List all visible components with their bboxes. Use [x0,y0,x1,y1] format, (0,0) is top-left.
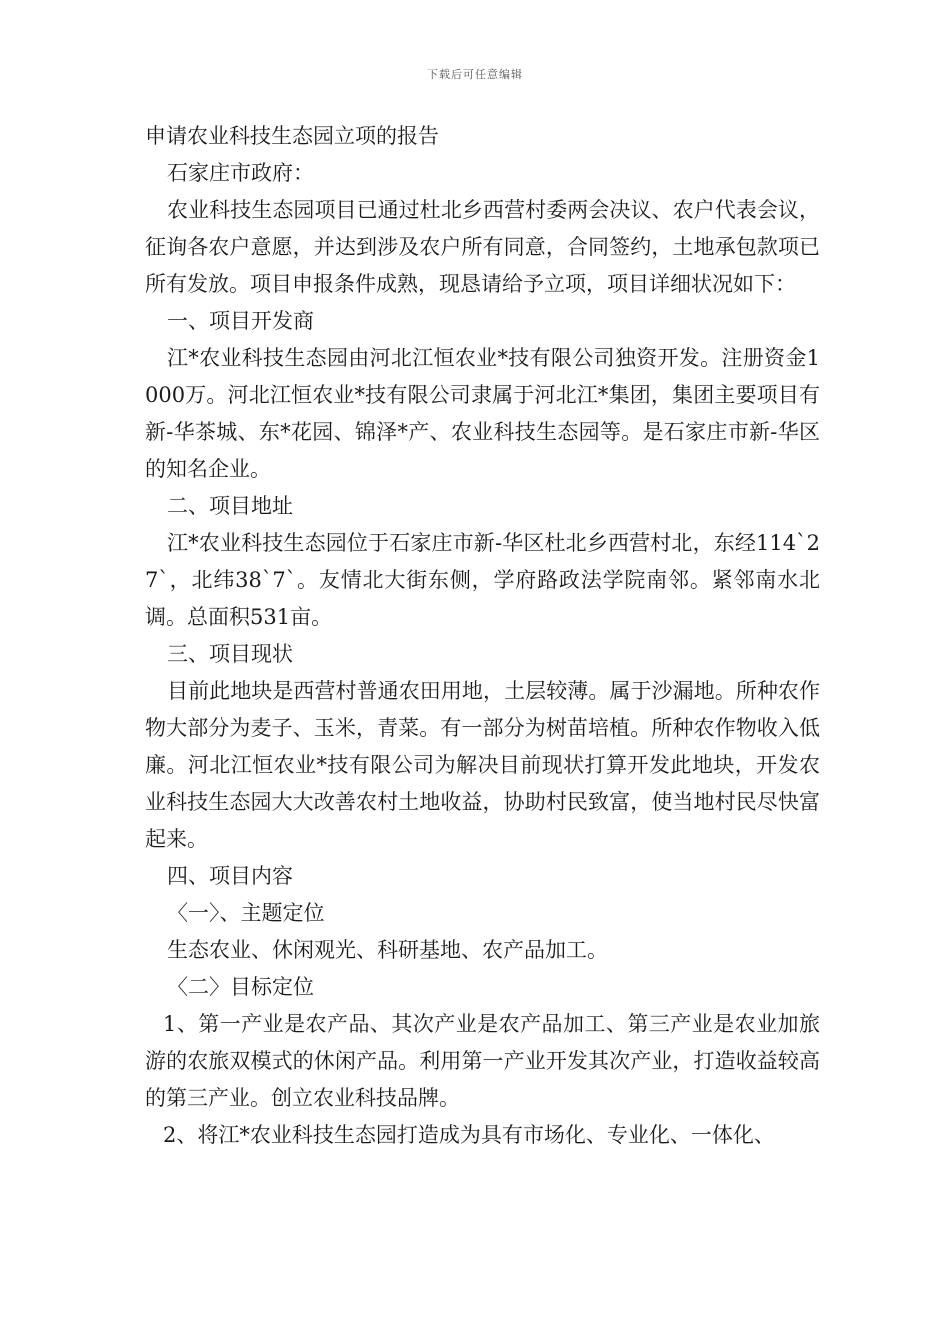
paragraph-address: 江*农业科技生态园位于石家庄市新-华区杜北乡西营村北，东经114`27`，北纬38`7`。友情北大街东侧，学府路政法学院南邻。紧邻南水北调。总面积531亩。 [145,531,820,629]
paragraph-target-2: 2、将江*农业科技生态园打造成为具有市场化、专业化、一体化、 [163,1123,775,1147]
subheading-theme: 〈一〉、主题定位 [167,901,325,925]
document-title: 申请农业科技生态园立项的报告 [145,124,439,148]
document-body [145,118,820,1154]
paragraph-status: 目前此地块是西营村普通农田用地，土层较薄。属于沙漏地。所种农作物大部分为麦子、玉米，青菜。有一部分为树苗培植。所种农作物收入低廉。河北江恒农业*技有限公司为解决目前现状打算开发此地块，开发农业科技生态园大大改善农村土地收益，协助村民致富，使当地村民尽快富起来。 [145,679,820,851]
paragraph-theme: 生态农业、休闲观光、科研基地、农产品加工。 [167,938,608,962]
section-heading-status: 三、项目现状 [167,642,293,666]
salutation: 石家庄市政府： [167,161,314,185]
paragraph-intro: 农业科技生态园项目已通过杜北乡西营村委两会决议、农户代表会议，征询各农户意愿，并达到涉及农户所有同意，合同签约，土地承包款项已所有发放。项目申报条件成熟，现恳请给予立项，项目详细状况如下： [145,198,820,296]
section-heading-address: 二、项目地址 [167,494,293,518]
section-heading-developer: 一、项目开发商 [167,309,314,333]
header-note: 下载后可任意编辑 [427,68,523,81]
paragraph-target-1: 1、第一产业是农产品、其次产业是农产品加工、第三产业是农业加旅游的农旅双模式的休闲产品。利用第一产业开发其次产业，打造收益较高的第三产业。创立农业科技品牌。 [145,1012,820,1110]
section-heading-content: 四、项目内容 [167,864,293,888]
paragraph-developer: 江*农业科技生态园由河北江恒农业*技有限公司独资开发。注册资金1000万。河北江恒农业*技有限公司隶属于河北江*集团，集团主要项目有新-华茶城、东*花园、锦泽*产、农业科技生态园等。是石家庄市新-华区的知名企业。 [145,346,820,481]
subheading-target: 〈二〉目标定位 [167,975,314,999]
